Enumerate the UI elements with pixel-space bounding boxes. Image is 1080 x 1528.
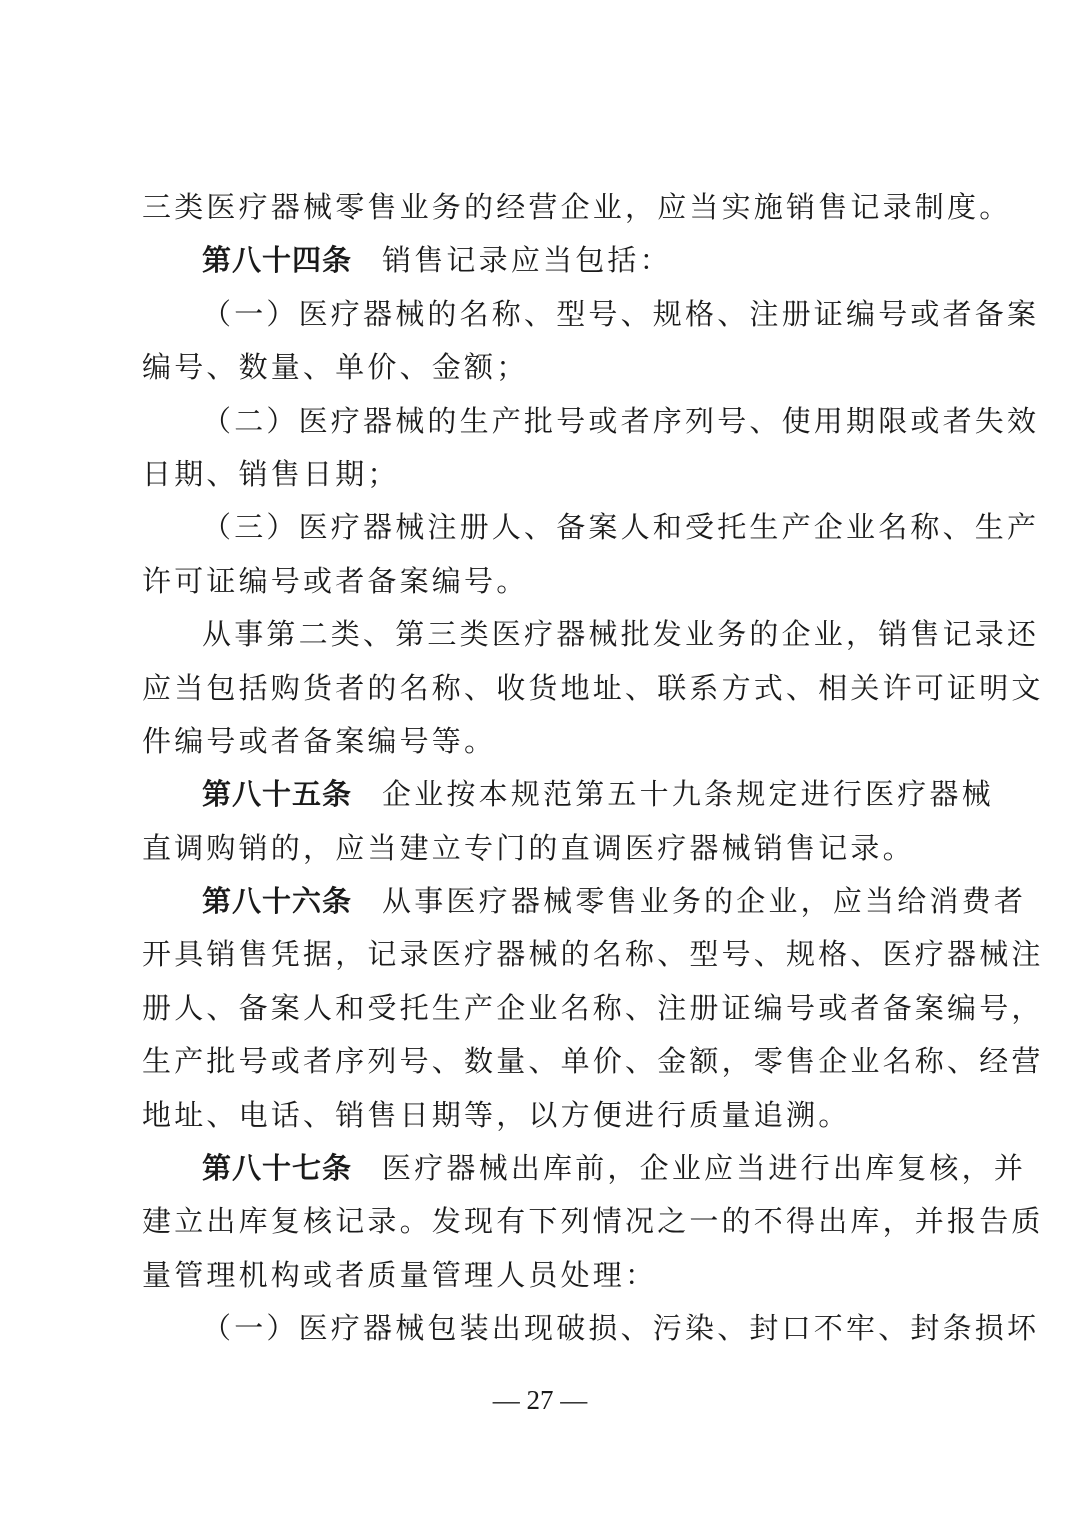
page-number: — 27 — [492, 1385, 588, 1415]
text-line: 三类医疗器械零售业务的经营企业，应当实施销售记录制度。 [142, 190, 1012, 224]
text-line: （三）医疗器械注册人、备案人和受托生产企业名称、生产 [202, 510, 1040, 545]
text-line: 开具销售凭据，记录医疗器械的名称、型号、规格、医疗器械注 [142, 937, 1044, 972]
text-line: （二）医疗器械的生产批号或者序列号、使用期限或者失效 [202, 403, 1040, 438]
article-number: 第八十四条 [202, 243, 353, 278]
article-number: 第八十五条 [202, 777, 353, 812]
article-85-heading: 第八十五条 企业按本规范第五十九条规定进行医疗器械 [202, 777, 994, 812]
text-line: 量管理机构或者质量管理人员处理： [142, 1257, 658, 1292]
article-84-heading: 第八十四条 销售记录应当包括： [202, 243, 672, 278]
text-line: 日期、销售日期； [142, 456, 400, 491]
text-line: 直调购销的，应当建立专门的直调医疗器械销售记录。 [142, 830, 915, 865]
text-line: 件编号或者备案编号等。 [142, 723, 497, 758]
article-87-heading: 第八十七条 医疗器械出库前，企业应当进行出库复核，并 [202, 1151, 1027, 1186]
text-line: 册人、备案人和受托生产企业名称、注册证编号或者备案编号， [142, 990, 1044, 1025]
article-86-heading: 第八十六条 从事医疗器械零售业务的企业，应当给消费者 [202, 884, 1027, 919]
text-line: 生产批号或者序列号、数量、单价、金额，零售企业名称、经营 [142, 1044, 1044, 1079]
article-number: 第八十六条 [202, 884, 353, 919]
article-number: 第八十七条 [202, 1151, 353, 1186]
text-line: 建立出库复核记录。发现有下列情况之一的不得出库，并报告质 [142, 1204, 1044, 1239]
text-line: （一）医疗器械的名称、型号、规格、注册证编号或者备案 [202, 296, 1040, 331]
document-body [142, 181, 1044, 1356]
text-line: （一）医疗器械包装出现破损、污染、封口不牢、封条损坏 [202, 1311, 1040, 1346]
text-line: 编号、数量、单价、金额； [142, 350, 529, 385]
text-line: 许可证编号或者备案编号。 [142, 563, 529, 598]
text-line: 地址、电话、销售日期等，以方便进行质量追溯。 [142, 1097, 851, 1132]
text-line: 应当包括购货者的名称、收货地址、联系方式、相关许可证明文 [142, 670, 1044, 705]
text-line: 从事第二类、第三类医疗器械批发业务的企业，销售记录还 [202, 617, 1040, 652]
